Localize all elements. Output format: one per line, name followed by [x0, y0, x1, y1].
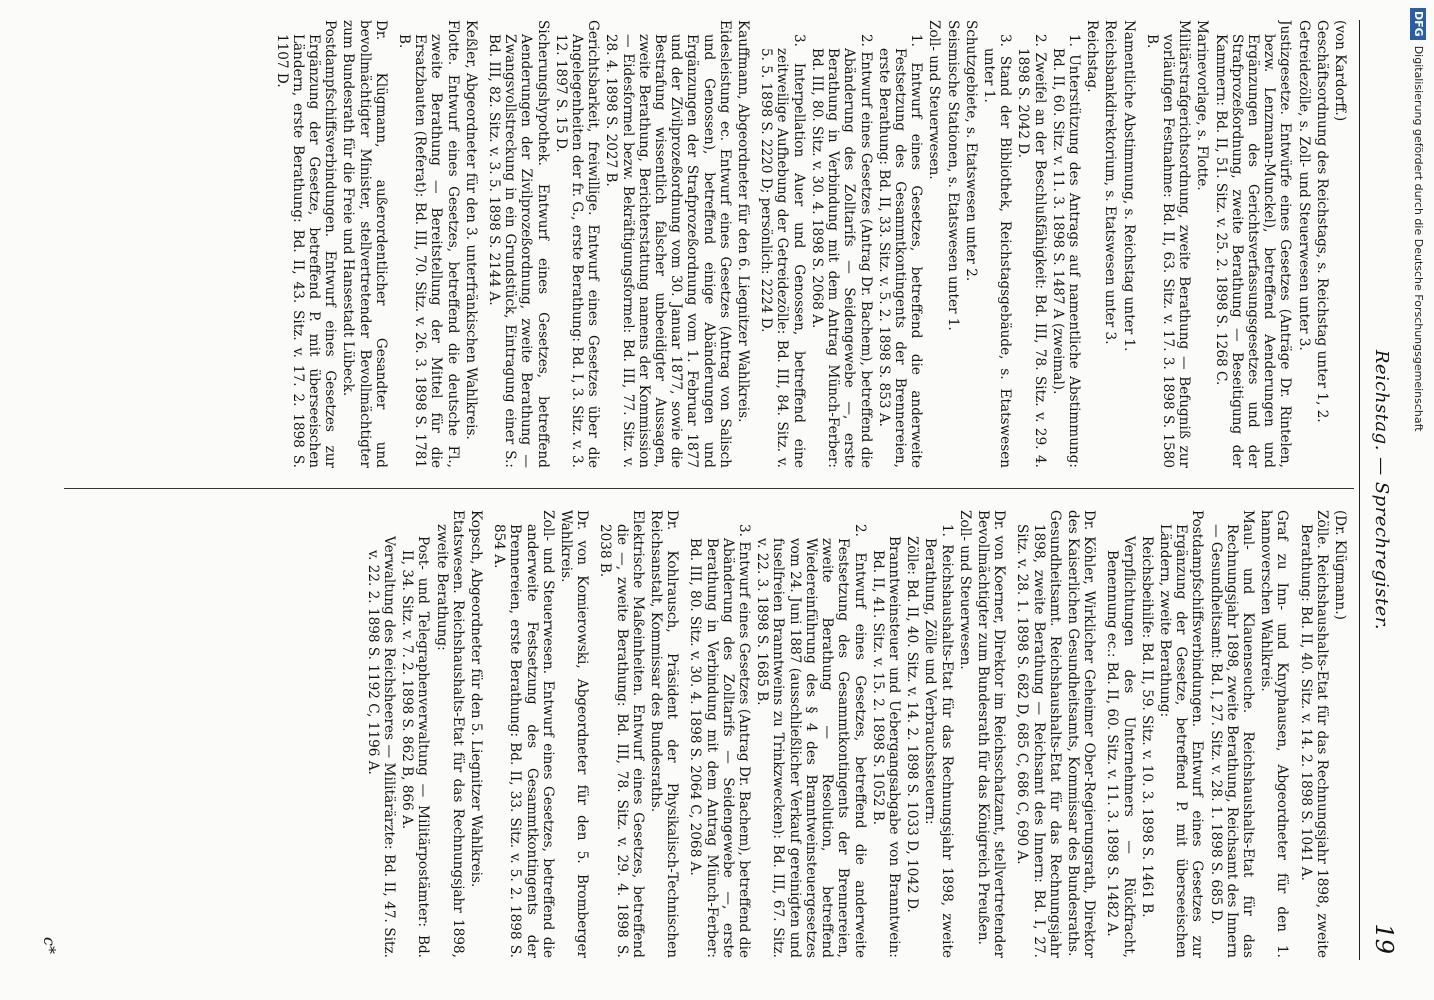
rotated-page-area: [40, 20, 1400, 960]
register-entry: Postdampfschiffsverbindungen. Entwurf eines Gesetzes zur Ergänzung der Gesetze, betreffend P. mit überseeischen Ländern, erste Berathung: Bd. II, 43. Sitz. v. 17. 2. 1898 S. 1107 D.: [273, 20, 339, 468]
register-entry: Zölle. Reichshaushalts-Etat für das Rechnungsjahr 1898, zweite Berathung: Bd. II, 40. Sitz. v. 14. 2. 1898 S. 1041 A.: [1297, 510, 1330, 958]
register-entry: Gesundheitsamt. Reichshaushalts-Etat für das Rechnungsjahr 1898, zweite Berathung — Reichsamt des Innern: Bd. I, 27. Sitz. v. 28. 1. 1898 S. 682 D, 685 C, 686 C, 690 A.: [1014, 510, 1063, 958]
register-entry: Dr. Kohlrausch, Präsident der Physikalisch-Technischen Reichsanstalt, Kommissar des Bundesraths.: [648, 510, 681, 958]
register-entry: Reichstag.: [1084, 20, 1101, 93]
register-entry: (Dr. Klügmann.): [1332, 510, 1348, 620]
page-number: 19: [1370, 923, 1398, 954]
register-entry: Schutzgebiete, s. Etatswesen unter 2.: [962, 20, 979, 282]
credit-text: Digitalisierung gefördert durch die Deutsche Forschungsgemeinschaft: [1412, 45, 1425, 432]
register-entry: Kopsch, Abgeordneter für den 5. Liegnitzer Wahlkreis.: [468, 510, 485, 888]
register-entry: Seismische Stationen, s. Etatswesen unter 1.: [944, 20, 961, 331]
register-entry: Gerichtsbarkeit, freiwillige. Entwurf eines Gesetzes über die Angelegenheiten der fr. G., erste Berathung: Bd. I, 3. Sitz. v. 3. 12. 1897 S. 15 D.: [552, 20, 602, 468]
register-entry: Postdampfschiffsverbindungen. Entwurf eines Gesetzes zur Ergänzung der Gesetze, betreffend P. mit überseeischen Ländern, zweite Berathung:: [1156, 510, 1206, 958]
register-entry: Post- und Telegraphenverwaltung — Militärpostämter: Bd. II, 34. Sitz. v. 7. 2. 1898 S. 862 B, 866 A.: [399, 536, 432, 958]
register-entry: Etatswesen. Reichshaushalts-Etat für das Rechnungsjahr 1898, zweite Berathung:: [433, 510, 466, 958]
register-entry: 3. Interpellation Auer und Genossen, betreffend eine zeitweilige Aufhebung der Getreidezölle: Bd. III, 84. Sitz. v. 5. 5. 1898 S. 2220 D; persönlich: 2224 D.: [758, 34, 807, 468]
register-entry: 2. Entwurf eines Gesetzes, betreffend die anderweite Festsetzung des Gesammtkontingents der Brennereien, zweite Berathung — Resolution, betreffend Wiedereinführung des § 4 des Branntweinsteuergesetzes vom 24. Juni 1887 (ausschließlicher Verkauf gereinigten und fuselfreien Branntweins zu Trinkzwecken): Bd. III, 67. Sitz. v. 22. 3. 1898 S. 1685 B.: [754, 524, 868, 958]
register-entry: Flotte. Entwurf eines Gesetzes, betreffend die deutsche Fl., zweite Berathung — Bereitstellung der Mittel für die Ersatzbauten (Referat): Bd. III, 70. Sitz. v. 26. 3. 1898 S. 1781 B.: [396, 20, 461, 468]
register-entry: Kauffmann, Abgeordneter für den 6. Liegnitzer Wahlkreis.: [735, 20, 752, 423]
register-entry: Militärstrafgerichtsordnung, zweite Berathung — Befugniß zur vorläufigen Festnahme: Bd. II, 63. Sitz. v. 17. 3. 1898 S. 1580 B.: [1143, 20, 1193, 468]
column-divider: [64, 488, 1354, 489]
register-entry: 3. Stand der Bibliothek, Reichstagsgebäude, s. Etatswesen unter 1.: [980, 34, 1014, 468]
register-entry: Dr. von Koerner, Direktor im Reichsschatzamt, stellvertretender Bevollmächtigter zum Bundesrath für das Königreich Preußen.: [974, 510, 1008, 958]
register-entry: (von Kardorff.): [1332, 20, 1348, 122]
register-entry: Zoll- und Steuerwesen.: [956, 510, 973, 670]
register-entry: Marinevorlage, s. Flotte.: [1194, 20, 1211, 191]
register-entry: Reichsbeihilfe: Bd. II, 59. Sitz. v. 10. 3. 1898 S. 1461 B.: [1138, 536, 1155, 918]
register-entry: Branntweinsteuer und Uebergangsabgabe von Branntwein: Bd. II, 41. Sitz. v. 15. 2. 1898 S. 1052 B.: [869, 536, 902, 958]
register-entry: Sicherungshypothek. Entwurf eines Gesetzes, betreffend Aenderungen der Zivilprozeßordnung, zweite Berathung — Zwangsvollstreckung in ein Grundstück, Eintragung einer S.: Bd. III, 82. Sitz. v. 3. 5. 1898 S. 2144 A.: [486, 20, 551, 468]
register-entry: 2. Zweifel an der Beschlußfähigkeit: Bd. III, 78. Sitz. v. 29. 4. 1898 S. 2042 D.: [1015, 34, 1048, 468]
signature-mark: c*: [40, 937, 59, 954]
register-entry: Zölle: Bd. II, 40. Sitz. v. 14. 2. 1898 S. 1033 D, 1042 D.: [904, 536, 921, 913]
credit-line: [1406, 8, 1430, 988]
register-entry: 1. Entwurf eines Gesetzes, betreffend die anderweite Festsetzung des Gesammtkontingents der Brennereien, erste Berathung: Bd. II, 33. Sitz. v. 5. 2. 1898 S. 853 A.: [875, 34, 925, 468]
register-entry: Reichsbankdirektorium, s. Etatswesen unter 3.: [1102, 20, 1119, 345]
running-title: Reichstag. — Sprechregister.: [1371, 349, 1392, 631]
register-entry: Keßler, Abgeordneter für den 3. unterfränkischen Wahlkreis.: [462, 20, 479, 440]
digitization-credit: [1404, 8, 1434, 1000]
register-entry: Eidesleistung ec. Entwurf eines Gesetzes (Antrag von Salisch und Genossen), betreffend einige Abänderungen und Ergänzungen der Strafprozeßordnung vom 1. Februar 1877 und der Zivilprozeßordnung vom 30. Januar 1877, sowie die Bestrafung wissentlich falscher unbeeidigter Aussagen, zweite Berathung, Berichterstattung namens der Kommission — Eidesformel bezw. Bekräftigungsformel: Bd. III, 77. Sitz. v. 28. 4. 1898 S. 2027 B.: [603, 20, 733, 468]
register-entry: 3. Entwurf eines Gesetzes (Antrag Dr. Bachem), betreffend die Abänderung des Zolltarifs — Seidengewebe —, erste Berathung in Verbindung mit dem Antrag Münch-Ferber: Bd. III, 80. Sitz. v. 30. 4. 1898 S. 2064 C, 2068 A.: [687, 524, 753, 958]
right-column: [48, 510, 1348, 958]
register-entry: Graf zu Inn- und Knyphausen, Abgeordneter für den 1. hannoverschen Wahlkreis.: [1258, 510, 1291, 958]
register-page: [40, 20, 1400, 960]
register-entry: Zoll- und Steuerwesen.: [926, 20, 943, 180]
register-entry: Elektrische Maßeinheiten. Entwurf eines Gesetzes, betreffend die —, zweite Berathung: Bd. III, 78. Sitz. v. 29. 4. 1898 S. 2038 B.: [597, 510, 646, 958]
register-entry: Zoll- und Steuerwesen. Entwurf eines Gesetzes, betreffend die anderweite Festsetzung des Gesammtkontingents der Brennereien, erste Berathung: Bd. II, 33. Sitz. v. 5. 2. 1898 S. 854 A.: [491, 510, 556, 958]
dfg-logo: DFG: [1410, 8, 1426, 40]
page-header: [1359, 20, 1400, 960]
register-entry: Verpflichtungen des Unternehmers — Rückfracht, Benennung ec.: Bd. II, 60. Sitz. v. 11. 3. 1898 S. 1482 A.: [1104, 536, 1137, 958]
register-entry: Getreidezölle, s. Zoll- und Steuerwesen unter 3.: [1295, 20, 1312, 351]
register-entry: 1. Reichshaushalts-Etat für das Rechnungsjahr 1898, zweite Berathung, Zölle und Verbrauchssteuern:: [922, 524, 955, 958]
register-entry: Justizgesetze. Entwürfe eines Gesetzes (Anträge Dr. Rintelen, bezw. Lenzmann-Munckel), betreffend Aenderungen und Ergänzungen des Gerichtsverfassungsgesetzes und der Strafprozeßordnung, zweite Berathung — Beseitigung der Kammern: Bd. II, 51. Sitz. v. 25. 2. 1898 S. 1268 C.: [1212, 20, 1294, 468]
register-entry: Dr. Klügmann, außerordentlicher Gesandter und bevollmächtigter Minister, stellvertretender Bevollmächtigter zum Bundesrath für die Freie und Hansestadt Lübeck.: [340, 20, 389, 468]
register-entry: Geschäftsordnung des Reichstags, s. Reichstag unter 1, 2.: [1313, 20, 1330, 423]
register-entry: Verwaltung des Reichsheeres — Militärärzte: Bd. II, 47. Sitz. v. 22. 2. 1898 S. 1192 C, 1196 A.: [364, 536, 398, 958]
register-entry: Namentliche Abstimmung, s. Reichstag unter 1.: [1120, 20, 1137, 352]
register-entry: Dr. Köhler, Wirklicher Geheimer Ober-Regierungsrath, Direktor des Kaiserlichen Gesundheitsamts, Kommissar des Bundesraths.: [1064, 510, 1098, 958]
register-entry: 1. Unterstützung des Antrags auf namentliche Abstimmung: Bd. II, 60. Sitz. v. 11. 3. 1898 S. 1487 A (zweimal).: [1049, 34, 1082, 468]
register-entry: 2. Entwurf eines Gesetzes (Antrag Dr. Bachem), betreffend die Abänderung des Zolltarifs — Seidengewebe —, erste Berathung in Verbindung mit dem Antrag Münch-Ferber: Bd. III, 80. Sitz. v. 30. 4. 1898 S. 2068 A.: [808, 34, 874, 468]
left-column: [48, 20, 1348, 468]
register-entry: Maul- und Klauenseuche. Reichshaushalts-Etat für das Rechnungsjahr 1898, zweite Berathung, Reichsamt des Innern — Gesundheitsamt: Bd. I, 27. Sitz. v. 28. 1. 1898 S. 685 D.: [1207, 510, 1256, 958]
register-entry: Dr. von Komierowski, Abgeordneter für den 5. Bromberger Wahlkreis.: [558, 510, 591, 958]
